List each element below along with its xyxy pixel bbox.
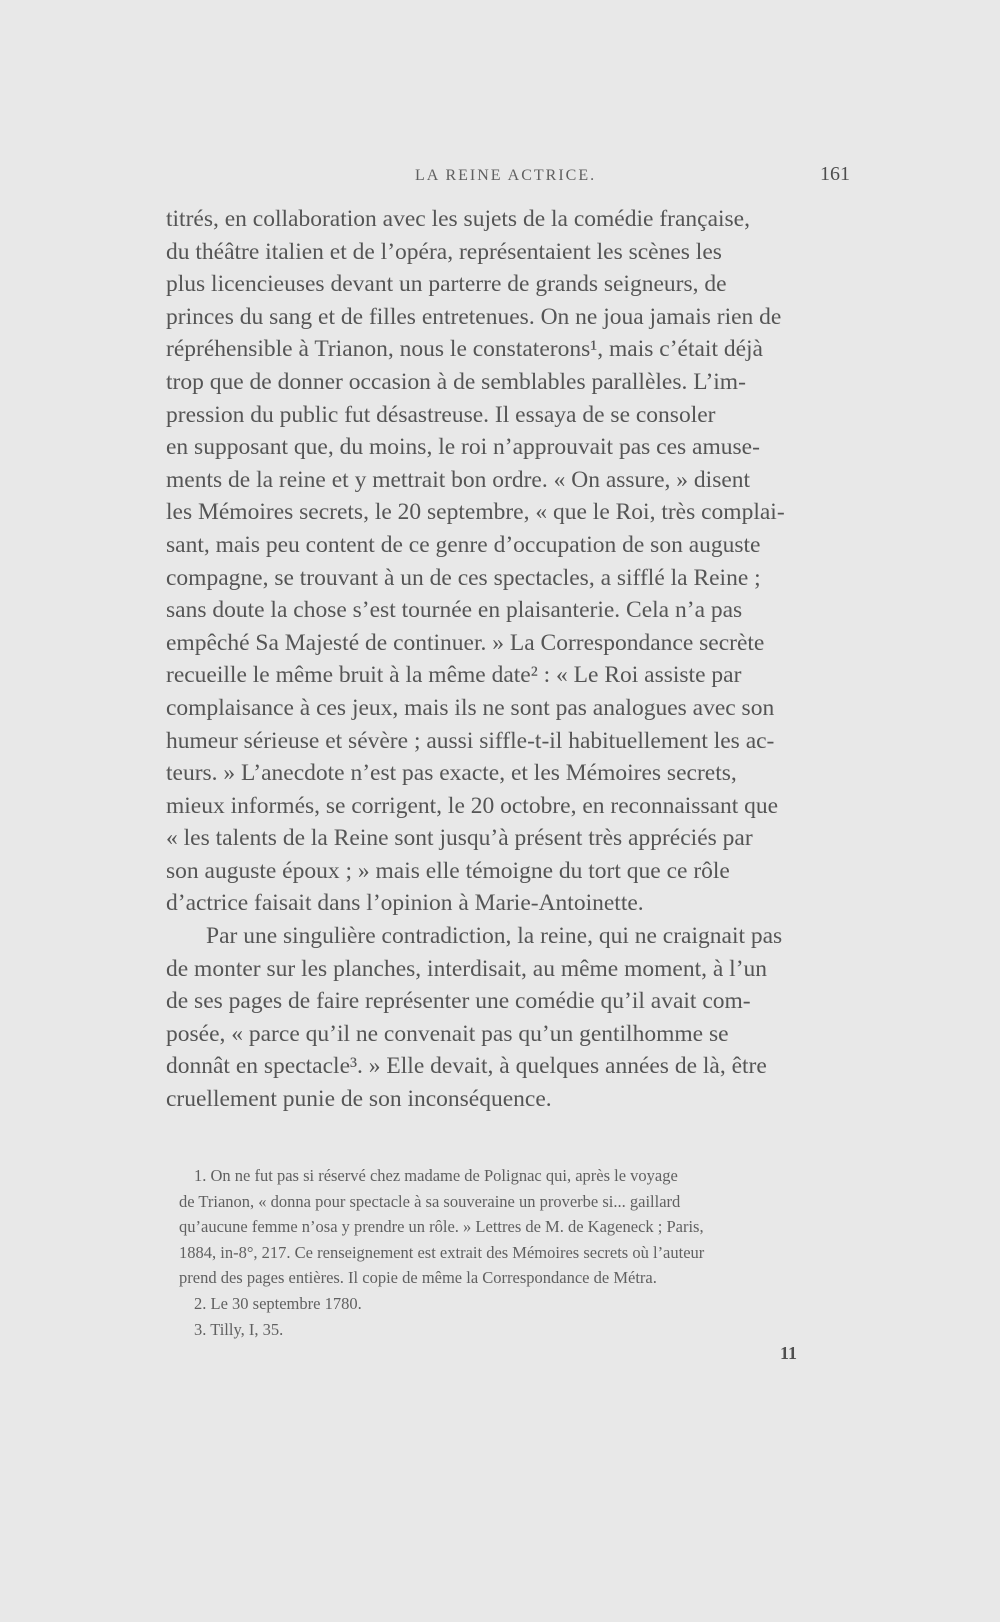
text-line: répréhensible à Trianon, nous le constaterons¹, mais c’était déjà: [166, 336, 763, 363]
text-line: empêché Sa Majesté de continuer. » La Correspondance secrète: [166, 629, 765, 656]
text-line: sant, mais peu content de ce genre d’occupation de son auguste: [166, 531, 761, 558]
text-line: titrés, en collaboration avec les sujets de la comédie française,: [166, 206, 750, 232]
signature-mark: 11: [780, 1343, 798, 1363]
text-line: teurs. » L’anecdote n’est pas exacte, et les Mémoires secrets,: [166, 760, 737, 787]
text-line: recueille le même bruit à la même date² : « Le Roi assiste par: [166, 662, 742, 689]
footnote-line: qu’aucune femme n’osa y prendre un rôle. » Lettres de M. de Kageneck ; Paris,: [179, 1217, 704, 1237]
body-text: [166, 203, 866, 1116]
text-line: compagne, se trouvant à un de ces spectacles, a sifflé la Reine ;: [166, 564, 761, 591]
text-line: cruellement punie de son inconséquence.: [166, 1086, 552, 1113]
text-line: ments de la reine et y mettrait bon ordre. « On assure, » disent: [166, 466, 751, 493]
text-line: de ses pages de faire représenter une comédie qu’il avait com-: [166, 988, 751, 1015]
page-header: [170, 163, 850, 193]
footnote-line: 2. Le 30 septembre 1780.: [194, 1293, 362, 1313]
text-line: trop que de donner occasion à de semblables parallèles. L’im-: [166, 368, 746, 395]
text-line: les Mémoires secrets, le 20 septembre, « que le Roi, très complai-: [166, 499, 785, 526]
paragraph-start-line: Par une singulière contradiction, la reine, qui ne craignait pas: [206, 923, 783, 950]
text-line: mieux informés, se corrigent, le 20 octobre, en reconnaissant que: [166, 792, 779, 819]
text-line: posée, « parce qu’il ne convenait pas qu’un gentilhomme se: [166, 1020, 729, 1047]
text-line: plus licencieuses devant un parterre de grands seigneurs, de: [166, 271, 727, 298]
footnote-line: 1. On ne fut pas si réservé chez madame de Polignac qui, après le voyage: [194, 1166, 678, 1185]
page-number: 161: [820, 163, 850, 185]
text-line: d’actrice faisait dans l’opinion à Marie-Antoinette.: [166, 890, 644, 917]
text-line: complaisance à ces jeux, mais ils ne sont pas analogues avec son: [166, 694, 775, 721]
running-title: LA REINE ACTRICE.: [415, 167, 597, 184]
text-line: son auguste époux ; » mais elle témoigne du tort que ce rôle: [166, 857, 730, 884]
text-line: sans doute la chose s’est tournée en plaisanterie. Cela n’a pas: [166, 597, 743, 624]
text-line: princes du sang et de filles entretenues. On ne joua jamais rien de: [166, 303, 782, 330]
footnote-line: 1884, in-8°, 217. Ce renseignement est extrait des Mémoires secrets où l’auteur: [179, 1242, 705, 1262]
text-line: pression du public fut désastreuse. Il essaya de se consoler: [166, 401, 716, 428]
footnotes: [179, 1163, 869, 1342]
text-line: du théâtre italien et de l’opéra, représentaient les scènes les: [166, 238, 722, 265]
text-line: de monter sur les planches, interdisait, au même moment, à l’un: [166, 955, 768, 982]
text-line: « les talents de la Reine sont jusqu’à présent très appréciés par: [166, 825, 753, 852]
footnote-line: prend des pages entières. Il copie de même la Correspondance de Métra.: [179, 1268, 657, 1288]
text-line: donnât en spectacle³. » Elle devait, à quelques années de là, être: [166, 1053, 767, 1080]
text-line: en supposant que, du moins, le roi n’approuvait pas ces amuse-: [166, 434, 760, 461]
text-line: humeur sérieuse et sévère ; aussi siffle-t-il habituellement les ac-: [166, 727, 775, 754]
footnote-line: de Trianon, « donna pour spectacle à sa souveraine un proverbe si... gaillard: [179, 1191, 681, 1211]
footnote-line: 3. Tilly, I, 35.: [194, 1319, 284, 1339]
